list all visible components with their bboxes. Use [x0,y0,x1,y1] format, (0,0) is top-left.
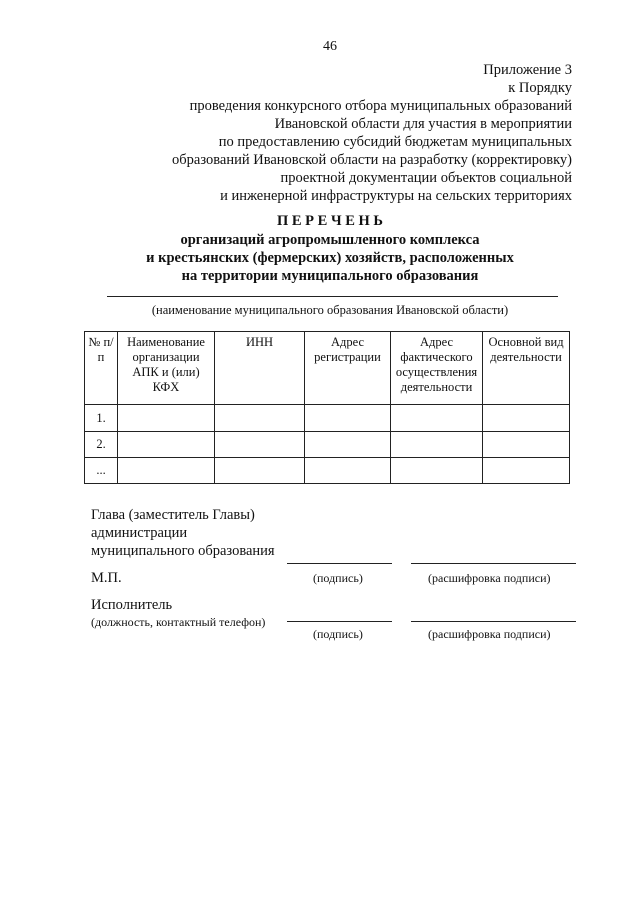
header-name: Наименование организации АПК и (или) КФХ [118,332,215,405]
head-line: Глава (заместитель Главы) [91,507,255,523]
signature-caption: (подпись) [313,571,363,585]
row-number: 2. [85,432,118,458]
executor-note: (должность, контактный телефон) [91,615,266,629]
header-line: проектной документации объектов социальной [280,170,572,186]
table-row [85,458,570,484]
subtitle-line: на территории муниципального образования [181,268,479,284]
subtitle-line: организаций агропромышленного комплекса [180,232,480,248]
header-line: проведения конкурсного отбора муниципальных образований [189,98,572,114]
decoding-line [411,621,576,622]
signature-caption: (подпись) [313,627,363,641]
header-line: Приложение 3 [483,62,572,78]
municipality-fill-line [107,296,558,297]
header-line: по предоставлению субсидий бюджетам муниципальных [218,134,572,150]
row-number: ... [85,458,118,484]
subtitle-line: и крестьянских (фермерских) хозяйств, расположенных [146,250,514,266]
table-row [85,432,570,458]
document-title: П Е Р Е Ч Е Н Ь [276,213,384,229]
signature-line [287,563,392,564]
header-number: № п/п [85,332,118,405]
header-line: к Порядку [508,80,572,96]
header-activity: Основной вид деятельности [483,332,570,405]
stamp-label: М.П. [91,570,122,586]
row-number: 1. [85,405,118,432]
head-line: администрации [91,525,188,541]
header-line: и инженерной инфраструктуры на сельских территориях [220,188,572,204]
decoding-caption: (расшифровка подписи) [428,571,551,585]
header-line: Ивановской области для участия в мероприятии [274,116,572,132]
table-header-row [85,332,570,405]
decoding-line [411,563,576,564]
header-line: образований Ивановской области на разработку (корректировку) [172,152,572,168]
organizations-table [84,331,570,484]
decoding-caption: (расшифровка подписи) [428,627,551,641]
head-line: муниципального образования [91,543,275,559]
municipality-caption: (наименование муниципального образования Ивановской области) [151,303,509,317]
header-actual-address: Адрес фактического осуществления деятельности [391,332,483,405]
table-row [85,405,570,432]
header-inn: ИНН [215,332,305,405]
header-registration-address: Адрес регистрации [305,332,391,405]
executor-label: Исполнитель [91,597,173,613]
signature-line [287,621,392,622]
page-number: 46 [323,39,337,54]
